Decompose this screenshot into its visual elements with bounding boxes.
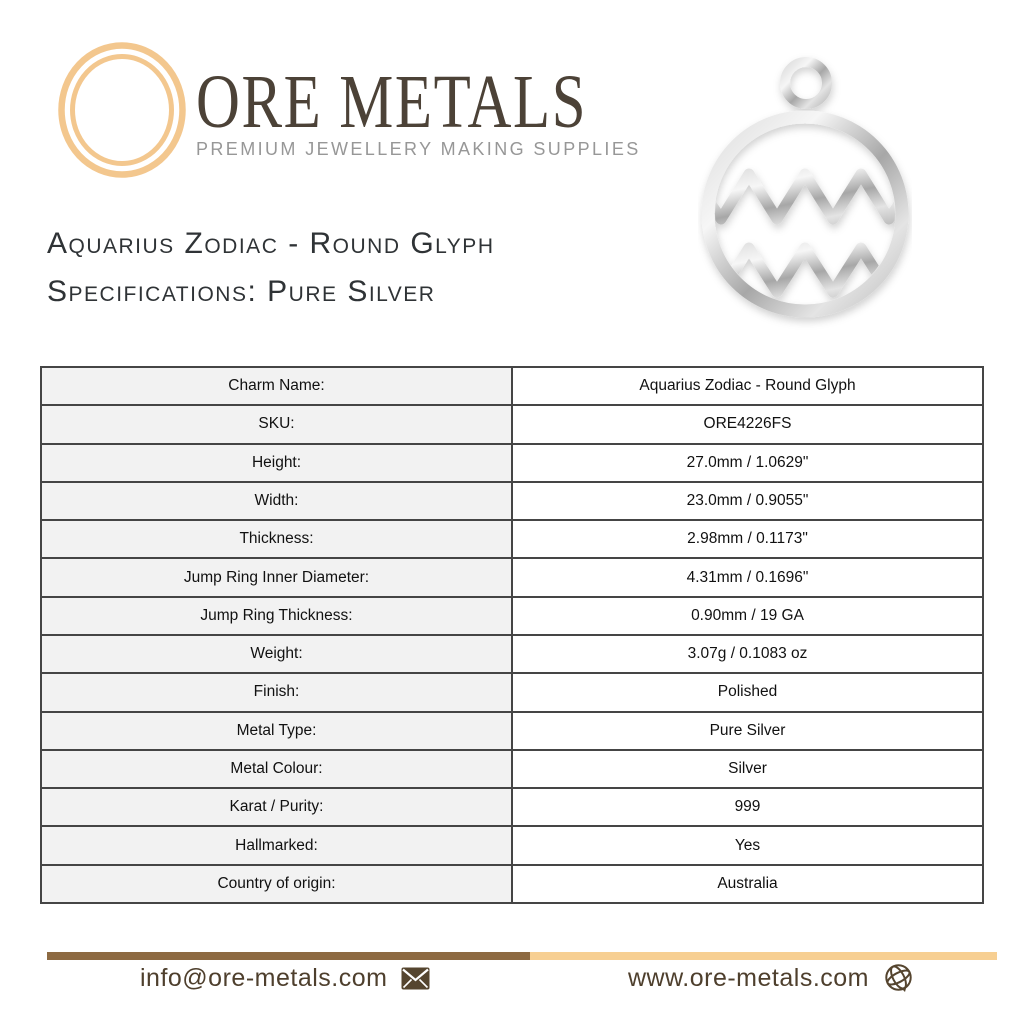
spec-value: 4.31mm / 0.1696" [512,558,983,596]
logo-ring-icon [52,38,192,184]
product-image-aquarius-charm [698,50,912,348]
spec-row [41,597,983,635]
spec-value: Polished [512,673,983,711]
spec-label: Jump Ring Inner Diameter: [41,558,512,596]
spec-row [41,635,983,673]
spec-value: Australia [512,865,983,903]
product-title-line1: Aquarius Zodiac - Round Glyph [47,227,495,260]
spec-label: Jump Ring Thickness: [41,597,512,635]
spec-row [41,712,983,750]
spec-row [41,558,983,596]
spec-label: SKU: [41,405,512,443]
spec-row [41,673,983,711]
footer-website-group [628,958,914,998]
spec-table-body [41,367,983,903]
spec-value: Aquarius Zodiac - Round Glyph [512,367,983,405]
spec-value: 2.98mm / 0.1173" [512,520,983,558]
charm-jump-ring [785,62,827,104]
spec-row [41,367,983,405]
spec-row [41,520,983,558]
brand-tagline: PREMIUM JEWELLERY MAKING SUPPLIES [196,139,641,159]
spec-value: ORE4226FS [512,405,983,443]
spec-label: Karat / Purity: [41,788,512,826]
spec-label: Metal Type: [41,712,512,750]
footer-website-text: www.ore-metals.com [628,963,869,992]
spec-label: Thickness: [41,520,512,558]
spec-row [41,788,983,826]
globe-icon [883,963,914,994]
product-title-line2: Specifications: Pure Silver [47,275,436,308]
spec-row [41,405,983,443]
spec-label: Height: [41,444,512,482]
spec-row [41,865,983,903]
spec-value: 999 [512,788,983,826]
spec-value: Silver [512,750,983,788]
spec-row [41,444,983,482]
spec-value: Pure Silver [512,712,983,750]
spec-label: Metal Colour: [41,750,512,788]
envelope-icon [401,967,430,990]
spec-label: Weight: [41,635,512,673]
spec-row [41,826,983,864]
spec-value: 27.0mm / 1.0629" [512,444,983,482]
spec-label: Width: [41,482,512,520]
footer-email-group [140,958,430,998]
spec-row [41,750,983,788]
spec-row [41,482,983,520]
spec-value: 23.0mm / 0.9055" [512,482,983,520]
brand-name: ORE METALS [196,60,588,144]
spec-value: 0.90mm / 19 GA [512,597,983,635]
spec-label: Hallmarked: [41,826,512,864]
spec-value: 3.07g / 0.1083 oz [512,635,983,673]
spec-value: Yes [512,826,983,864]
spec-label: Finish: [41,673,512,711]
spec-table [40,366,984,904]
spec-label: Charm Name: [41,367,512,405]
charm-body-circle [708,117,902,311]
spec-label: Country of origin: [41,865,512,903]
footer-email-text: info@ore-metals.com [140,963,388,992]
product-title [47,220,494,316]
